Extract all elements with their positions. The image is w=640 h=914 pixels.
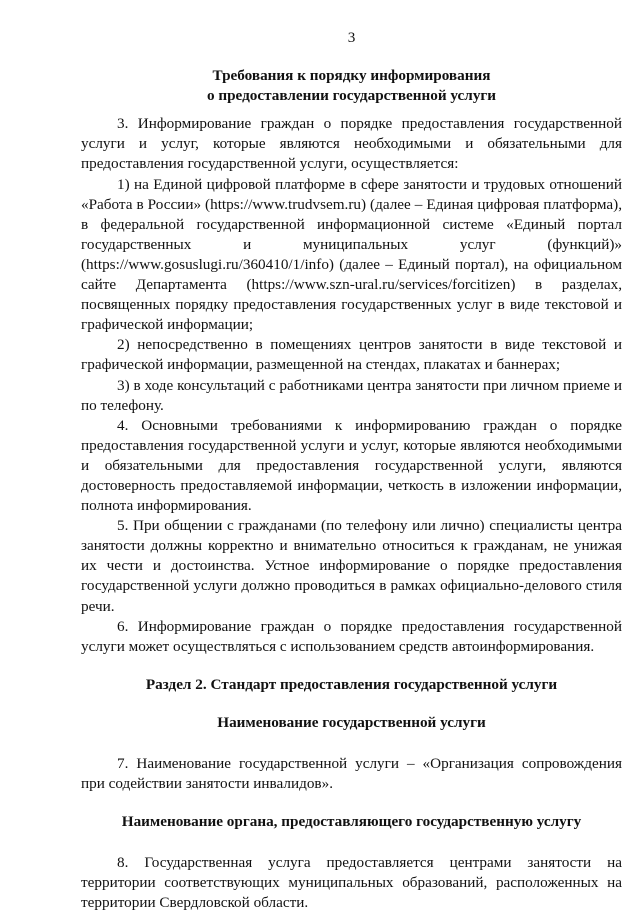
paragraph-7: 7. Наименование государственной услуги – «Организация сопровождения при содействии занятости инвалидов». [81, 755, 622, 793]
document-page [81, 28, 622, 914]
section-title-line-2: о предоставлении государственной услуги [206, 87, 497, 105]
page-number: 3 [347, 29, 356, 46]
paragraph-5: 5. При общении с гражданами (по телефону или лично) специалисты центра занятости должны корректно и внимательно относиться к гражданам, не унижая их чести и достоинства. Устное информирование о порядке предоставления государственной услуги должно проводиться в рамках официально-делового стиля речи. [81, 517, 622, 615]
paragraph-8: 8. Государственная услуга предоставляется центрами занятости на территории соответствующих муниципальных образований, расположенных на территории Свердловской области. [81, 854, 622, 912]
paragraph-3-item-3: 3) в ходе консультаций с работниками центра занятости при личном приеме и по телефону. [81, 376, 622, 414]
authority-title: Наименование органа, предоставляющего государственную услугу [121, 813, 582, 831]
service-name-title: Наименование государственной услуги [217, 713, 486, 731]
section-title-line-1: Требования к порядку информирования [212, 67, 491, 85]
paragraph-4: 4. Основными требованиями к информированию граждан о порядке предоставления государственной услуги и услуг, которые являются необходимыми и обязательными для предоставления государственной услуги, являются достоверность предоставляемой информации, четкость в изложении информации, полнота информирования. [81, 416, 622, 515]
paragraph-3: 3. Информирование граждан о порядке предоставления государственной услуги и услуг, которые являются необходимыми и обязательными для предоставления государственной услуги, осуществляется: [81, 115, 622, 173]
paragraph-3-item-1: 1) на Единой цифровой платформе в сфере занятости и трудовых отношений «Работа в России» (https://www.trudvsem.ru) (далее – Единая цифровая платформа), в федеральной государственной информационной системе «Единый портал государственных и муниципальных услуг (функций)» (https://www.gosuslugi.ru/360410/1/info) (далее – Единый портал), на официальном сайте Департамента (https://www.szn-ural.ru/services/forcitizen) в разделах, посвященных порядку предоставления государственных услуг в виде текстовой и графической информации; [81, 175, 622, 334]
section-2-title: Раздел 2. Стандарт предоставления государственной услуги [145, 675, 558, 693]
paragraph-6: 6. Информирование граждан о порядке предоставления государственной услуги может осуществляться с использованием средств автоинформирования. [81, 617, 622, 655]
paragraph-3-item-2: 2) непосредственно в помещениях центров занятости в виде текстовой и графической информации, размещенной на стендах, плакатах и баннерах; [81, 336, 622, 374]
